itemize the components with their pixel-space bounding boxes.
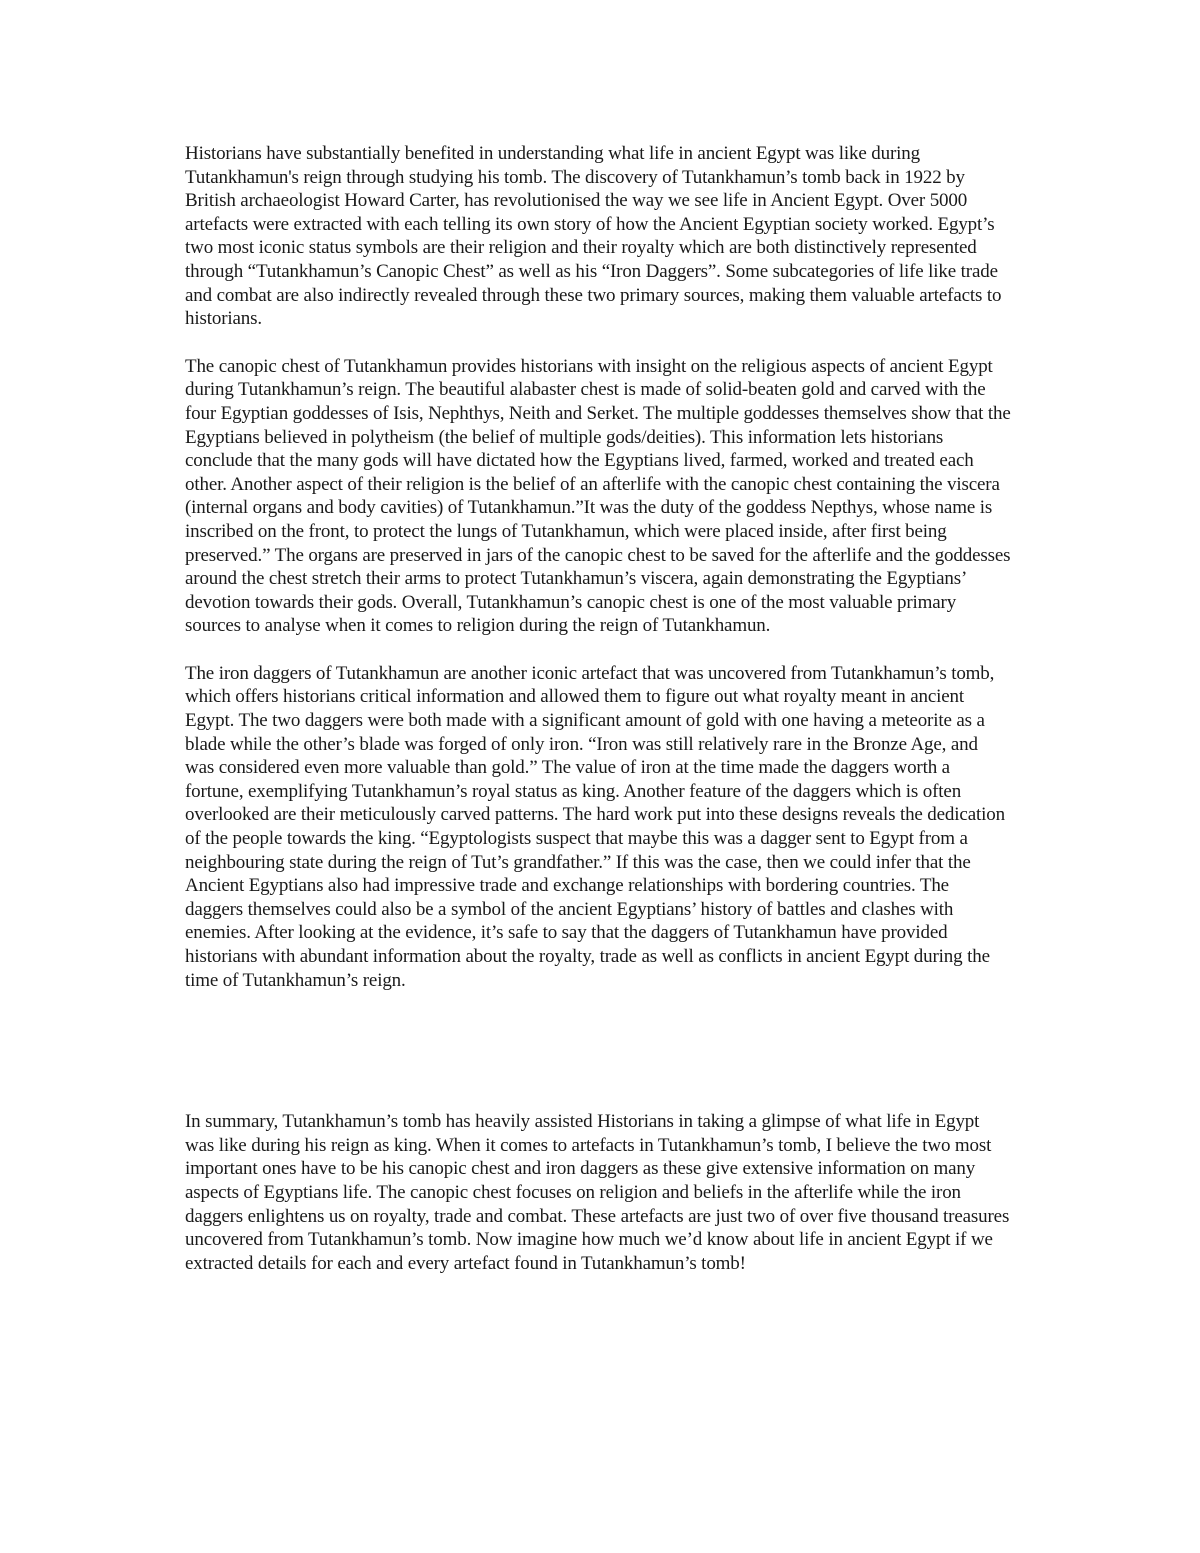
paragraph-iron-daggers: The iron daggers of Tutankhamun are another iconic artefact that was uncovered from Tutankhamun’s tomb, which offers historians critical information and allowed them to figure out what royalty meant in ancient Egypt. The two daggers were both made with a significant amount of gold with one having a meteorite as a blade while the other’s blade was forged of only iron. “Iron was still relatively rare in the Bronze Age, and was considered even more valuable than gold.” The value of iron at the time made the daggers worth a fortune, exemplifying Tutankhamun’s royal status as king. Another feature of the daggers which is often overlooked are their meticulously carved patterns. The hard work put into these designs reveals the dedication of the people towards the king. “Egyptologists suspect that maybe this was a dagger sent to Egypt from a neighbouring state during the reign of Tut’s grandfather.” If this was the case, then we could infer that the Ancient Egyptians also had impressive trade and exchange relationships with bordering countries. The daggers themselves could also be a symbol of the ancient Egyptians’ history of battles and clashes with enemies. After looking at the evidence, it’s safe to say that the daggers of Tutankhamun have provided historians with abundant information about the royalty, trade as well as conflicts in ancient Egypt during the time of Tutankhamun’s reign. — [185, 662, 1005, 991]
paragraph-canopic-chest: The canopic chest of Tutankhamun provides historians with insight on the religious aspects of ancient Egypt during Tutankhamun’s reign. The beautiful alabaster chest is made of solid-beaten gold and carved with the four Egyptian goddesses of Isis, Nephthys, Neith and Serket. The multiple goddesses themselves show that the Egyptians believed in polytheism (the belief of multiple gods/deities). This information lets historians conclude that the many gods will have dictated how the Egyptians lived, farmed, worked and treated each other. Another aspect of their religion is the belief of an afterlife with the canopic chest containing the viscera (internal organs and body cavities) of Tutankhamun.”It was the duty of the goddess Nepthys, whose name is inscribed on the front, to protect the lungs of Tutankhamun, which were placed inside, after first being preserved.” The organs are preserved in jars of the canopic chest to be saved for the afterlife and the goddesses around the chest stretch their arms to protect Tutankhamun’s viscera, again demonstrating the Egyptians’ devotion towards their gods. Overall, Tutankhamun’s canopic chest is one of the most valuable primary sources to analyse when it comes to religion during the reign of Tutankhamun. — [185, 355, 1011, 637]
paragraph-introduction: Historians have substantially benefited in understanding what life in ancient Egypt was like during Tutankhamun's reign through studying his tomb. The discovery of Tutankhamun’s tomb back in 1922 by British archaeologist Howard Carter, has revolutionised the way we see life in Ancient Egypt. Over 5000 artefacts were extracted with each telling its own story of how the Ancient Egyptian society worked. Egypt’s two most iconic status symbols are their religion and their royalty which are both distinctively represented through “Tutankhamun’s Canopic Chest” as well as his “Iron Daggers”. Some subcategories of life like trade and combat are also indirectly revealed through these two primary sources, making them valuable artefacts to historians. — [185, 143, 1002, 330]
document-body — [185, 142, 1011, 1275]
paragraph-summary: In summary, Tutankhamun’s tomb has heavily assisted Historians in taking a glimpse of what life in Egypt was like during his reign as king. When it comes to artefacts in Tutankhamun’s tomb, I believe the two most important ones have to be his canopic chest and iron daggers as these give extensive information on many aspects of Egyptians life. The canopic chest focuses on religion and beliefs in the afterlife while the iron daggers enlightens us on royalty, trade and combat. These artefacts are just two of over five thousand treasures uncovered from Tutankhamun’s tomb. Now imagine how much we’d know about life in ancient Egypt if we extracted details for each and every artefact found in Tutankhamun’s tomb! — [185, 1111, 1010, 1274]
